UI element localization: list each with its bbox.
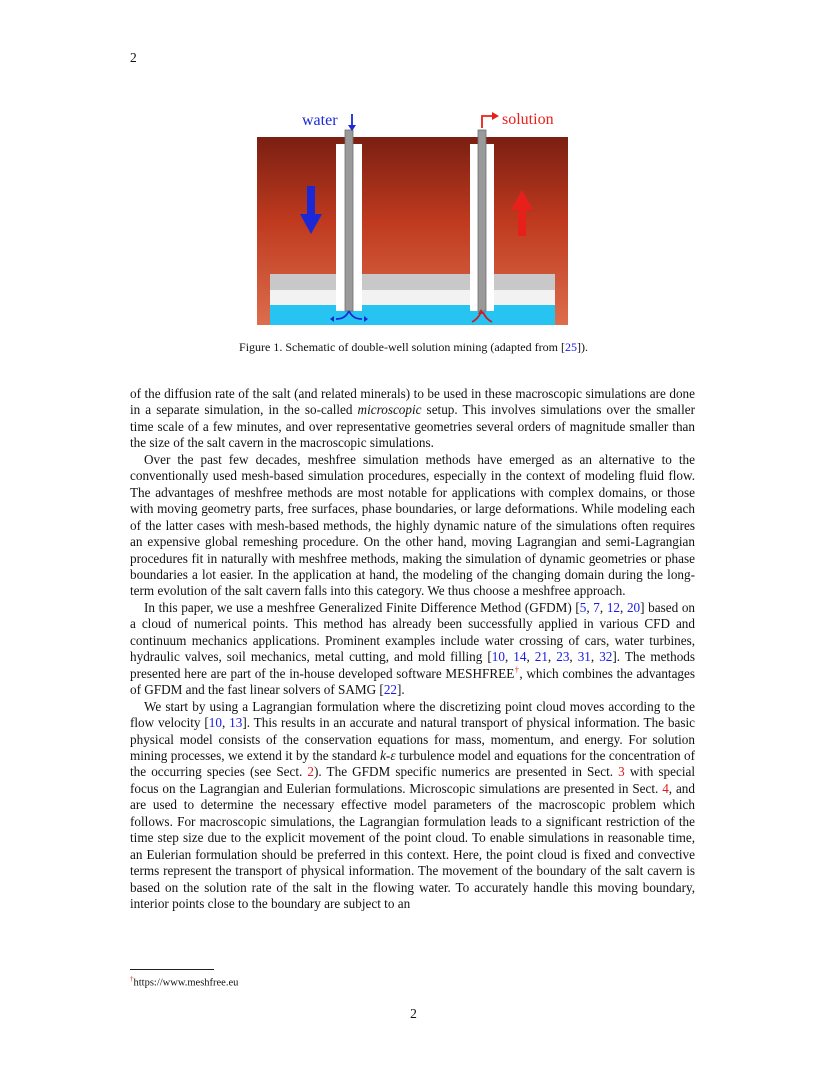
footnote-url-link[interactable]: https://www.meshfree.eu bbox=[133, 977, 239, 989]
citation-link[interactable]: 22 bbox=[383, 682, 398, 698]
math-k-epsilon: k-ε bbox=[380, 747, 396, 763]
figure-caption: Figure 1. Schematic of double-well solution mining (adapted from [25]). bbox=[239, 340, 588, 354]
citation-link[interactable]: 31 bbox=[577, 649, 591, 665]
citation-link[interactable]: 23 bbox=[556, 649, 570, 665]
section-link[interactable]: 2 bbox=[307, 764, 315, 780]
paragraph-2: Over the past few decades, meshfree simulation methods have emerged as an alternative to the conventionally used mesh-based simulation procedures, especially in the context of modeling fluid flow. The advantages of meshfree methods are most notable for applications with complex domains, or those with moving geometry parts, free surfaces, phase boundaries, or large deformations. While modeling each of the latter cases with mesh-based methods, the highly dynamic nature of the simulations often requires an expensive global remeshing procedure. On the other hand, moving Lagrangian and semi-Lagrangian procedures fit in naturally with meshfree methods, making the simulation of dynamic geometries or phase boundaries a lot easier. In the application at hand, the modeling of the changing domain during the long-term evolution of the salt cavern falls into this category. We thus choose a meshfree approach. bbox=[130, 451, 695, 599]
citation-link[interactable]: 14 bbox=[513, 649, 527, 665]
brine-layer bbox=[270, 305, 555, 325]
cavern-white-layer bbox=[270, 290, 555, 305]
water-label: water bbox=[302, 112, 338, 129]
figure-solution-mining-schematic bbox=[250, 104, 570, 329]
citation-link[interactable]: 5 bbox=[579, 599, 587, 615]
citation-link[interactable]: 10 bbox=[491, 649, 505, 665]
solution-label: solution bbox=[502, 111, 554, 128]
page-number-bottom: 2 bbox=[410, 1006, 417, 1021]
footnote-marker-link[interactable]: † bbox=[514, 664, 520, 675]
solution-outlet-arrow-icon bbox=[492, 112, 499, 120]
caption-citation-link[interactable]: 25 bbox=[564, 340, 577, 354]
section-link[interactable]: 4 bbox=[662, 780, 669, 796]
schematic-svg bbox=[250, 104, 570, 329]
paragraph-1: of the diffusion rate of the salt (and related minerals) to be used in these macroscopic simulations are done in a separate simulation, in the so-called microscopic setup. This involves simulations over the smaller time scale of a few minutes, and over representative geometries several orders of magnitude smaller than the size of the salt cavern in the macroscopic simulations. bbox=[130, 386, 696, 451]
paragraph-4: We start by using a Lagrangian formulation where the discretizing point cloud moves according to the flow velocity [10, 13]. This results in an accurate and natural transport of physical information. The basic physical model consists of the conservation equations for mass, momentum, and energy. For solution mining processes, we extend it by the standard k-ε turbulence model and equations for the concentration of the occurring species (see Sect. 2). The GFDM specific numerics are presented in Sect. 3 with special focus on the Lagrangian and Eulerian formulations. Microscopic simulations are presented in Sect. 4, and are used to determine the necessary effective model parameters of the macroscopic problem which follows. For macroscopic simulations, the Lagrangian formulation leads to a significant restriction of the time step size due to the explicit movement of the point cloud. To enable simulations in reasonable time, an Eulerian formulation should be preferred in this context. Here, the point cloud is fixed and convective terms represent the transport of physical information. The movement of the boundary of the salt cavern is based on the solution rate of the salt in the flowing water. To accurately handle this moving boundary, interior points close to the boundary are subject to an bbox=[130, 698, 696, 912]
page-number-top: 2 bbox=[130, 50, 137, 65]
right-well-pipe bbox=[478, 130, 486, 311]
cavern-top-layer bbox=[270, 274, 555, 290]
footnote-divider bbox=[130, 969, 214, 970]
section-link[interactable]: 3 bbox=[618, 764, 625, 780]
body-text bbox=[130, 386, 695, 913]
paragraph-3: In this paper, we use a meshfree Generalized Finite Difference Method (GFDM) [5, 7, 12, 20] based on a cloud of numerical points. This method has already been successfully applied in various CFD and continuum mechanics applications. Prominent examples include water crossing of cars, water turbines, hydraulic valves, soil mechanics, metal cutting, and mold filling [10, 14, 21, 23, 31, 32]. The methods presented here are part of the in-house developed software MESHFREE†, which combines the advantages of GFDM and the fast linear solvers of SAMG [22]. bbox=[130, 599, 696, 698]
citation-link[interactable]: 7 bbox=[593, 599, 600, 615]
caption-text: Figure 1. Schematic of double-well solution mining (adapted from bbox=[239, 340, 561, 354]
citation-link[interactable]: 13 bbox=[229, 715, 243, 731]
citation-link[interactable]: 12 bbox=[606, 599, 621, 615]
left-well-pipe bbox=[345, 130, 353, 311]
citation-link[interactable]: 32 bbox=[599, 649, 613, 665]
footnote: †https://www.meshfree.eu bbox=[130, 975, 239, 989]
citation-link[interactable]: 21 bbox=[534, 649, 548, 665]
citation-link[interactable]: 20 bbox=[626, 599, 641, 615]
citation-link[interactable]: 10 bbox=[208, 715, 222, 731]
